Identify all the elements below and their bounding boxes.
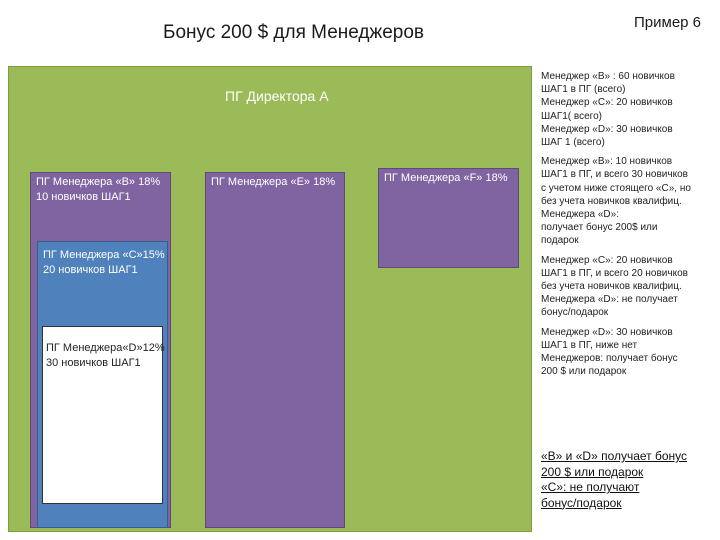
manager-d-box [42,326,163,504]
manager-c-title: ПГ Менеджера «С»15% [43,249,165,261]
note-line: Менеджер «В»: 10 новичков [541,156,673,168]
note-line: бонус/подарок [541,307,609,319]
note-line: Менеджер «D»: 30 новичков [541,326,673,338]
manager-d-count: 30 новичков ШАГ1 [46,357,141,369]
note-line: получает бонус 200$ или [541,222,658,234]
note-line: 200 $ или подарок [541,366,627,378]
manager-c-count: 20 новичков ШАГ1 [43,264,138,276]
summary-line: 200 $ или подарок [541,464,644,479]
note-line: ШАГ1 в ПГ, и всего 30 новичков [541,169,688,181]
director-group-label: ПГ Директора А [225,88,329,104]
note-line: без учета новичков квалифиц. [541,281,682,293]
note-line: ШАГ 1 (всего) [541,137,605,149]
note-line: Менеджер «С»: 20 новичков [541,254,673,266]
note-line: ШАГ1( всего) [541,110,603,122]
note-line: Менеджер «D»: 30 новичков [541,123,673,135]
note-line: ШАГ1 в ПГ, ниже нет [541,339,638,351]
note-line: подарок [541,235,579,247]
note-line: Менеджер «С»: 20 новичков [541,97,673,109]
note-line: ШАГ1 в ПГ (всего) [541,84,626,96]
manager-e-box [205,172,345,528]
summary-line: бонус/подарок [541,495,622,510]
notes-block-manager-d [541,326,713,379]
notes-block-manager-c [541,254,713,320]
note-line: Менеджер «В» : 60 новичков [541,71,675,82]
note-line: ШАГ1 в ПГ, и всего 20 новичков [541,267,688,279]
manager-b-count: 10 новичков ШАГ1 [36,191,131,203]
notes-block-manager-b [541,155,713,247]
page-title: Бонус 200 $ для Менеджеров [163,22,424,43]
summary-line: «С»: не получают [541,480,640,494]
manager-f-box [378,168,519,268]
note-line: Менеджеров: получает бонус [541,353,678,365]
note-line: Менеджера «D»: не получает [541,294,678,306]
summary-line: «В» и «D» получает бонус [541,449,688,463]
note-line: с учетом ниже стоящего «С», но [541,182,691,194]
explanation-notes [541,70,713,384]
bonus-summary [541,449,713,511]
example-label: Пример 6 [634,14,702,31]
notes-block-totals [541,70,713,149]
manager-e-title: ПГ Менеджера «E» 18% [211,176,336,188]
manager-b-title: ПГ Менеджера «B» 18% [36,176,161,188]
manager-d-title: ПГ Менеджера«D»12% [46,342,165,354]
note-line: Менеджера «D»: [541,209,619,221]
note-line: без учета новичков квалифиц. [541,195,682,207]
manager-f-title: ПГ Менеджера «F» 18% [384,172,508,184]
